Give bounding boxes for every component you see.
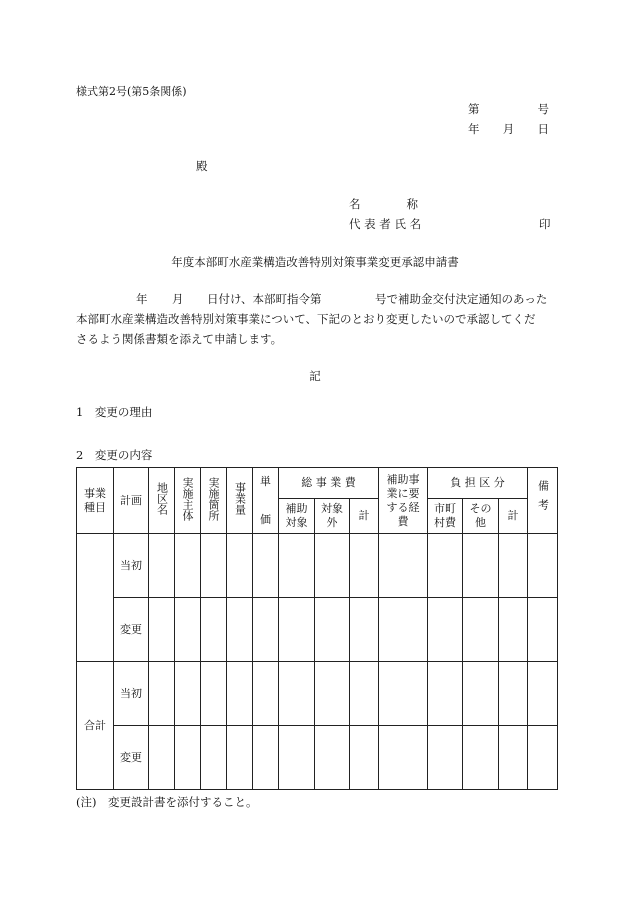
table-row [77,662,558,726]
form-number: 様式第2号(第5条関係) [76,85,187,98]
document-title: 年度本部町水産業構造改善特別対策事業変更承認申請書 [171,255,459,269]
header-area-name: 地区名 [149,468,175,534]
body-month: 月 [172,292,184,306]
doc-number-prefix: 第 [468,102,480,116]
change-table [76,467,558,790]
header-project-quantity: 事業量 [227,468,253,534]
header-project-type: 事業種目 [77,468,114,534]
body-year: 年 [136,292,148,306]
header-remarks: 備考 [528,468,558,534]
body-line1-rest: 号で補助金交付決定通知のあった [375,292,548,306]
section-change-reason: 1 変更の理由 [76,405,153,419]
document-date [468,124,549,136]
body-day-prefix: 日付け、本部町指令第 [207,292,322,306]
table-row [77,726,558,790]
footnote: (注) 変更設計書を添付すること。 [76,795,258,809]
row-label-total-changed: 変更 [114,726,149,790]
table-row [77,598,558,662]
header-implementation-location: 実施箇所 [201,468,227,534]
date-year: 年 [468,122,480,136]
header-plan: 計画 [114,468,149,534]
header-burden-division: 負 担 区 分 [428,468,528,499]
header-non-subsidized: 対象外 [315,499,350,534]
header-municipal-cost: 市町村費 [428,499,463,534]
document-number [468,104,549,116]
header-burden-total: 計 [499,499,528,534]
applicant-name-label: 名 称 [349,197,418,211]
header-subsidized: 補助対象 [279,499,315,534]
date-month: 月 [502,122,515,136]
applicant-rep-label: 代 表 者 氏 名 [349,217,422,231]
body-line-3: さるよう関係書類を添えて申請します。 [76,332,283,346]
row-label-total-initial: 当初 [114,662,149,726]
project-type-cell [77,534,114,662]
header-unit-price: 単 価 [253,468,279,534]
seal-mark: 印 [539,217,551,231]
header-total-project-cost: 総 事 業 費 [279,468,379,499]
body-line-2: 本部町水産業構造改善特別対策事業について、下記のとおり変更したいので承認してくだ [76,312,536,326]
header-other: その他 [463,499,499,534]
ki-heading: 記 [309,369,321,383]
doc-number-suffix: 号 [537,102,549,116]
row-label-initial: 当初 [114,534,149,598]
date-day: 日 [537,122,549,136]
header-required-subsidy: 補助事業に要する経費 [379,468,428,534]
header-implementing-entity: 実施主体 [175,468,201,534]
row-label-changed: 変更 [114,598,149,662]
section-change-content: 2 変更の内容 [76,448,153,462]
addressee-honorific: 殿 [196,159,208,173]
table-row [77,534,558,598]
header-cost-total: 計 [350,499,379,534]
row-label-total: 合計 [77,662,114,790]
